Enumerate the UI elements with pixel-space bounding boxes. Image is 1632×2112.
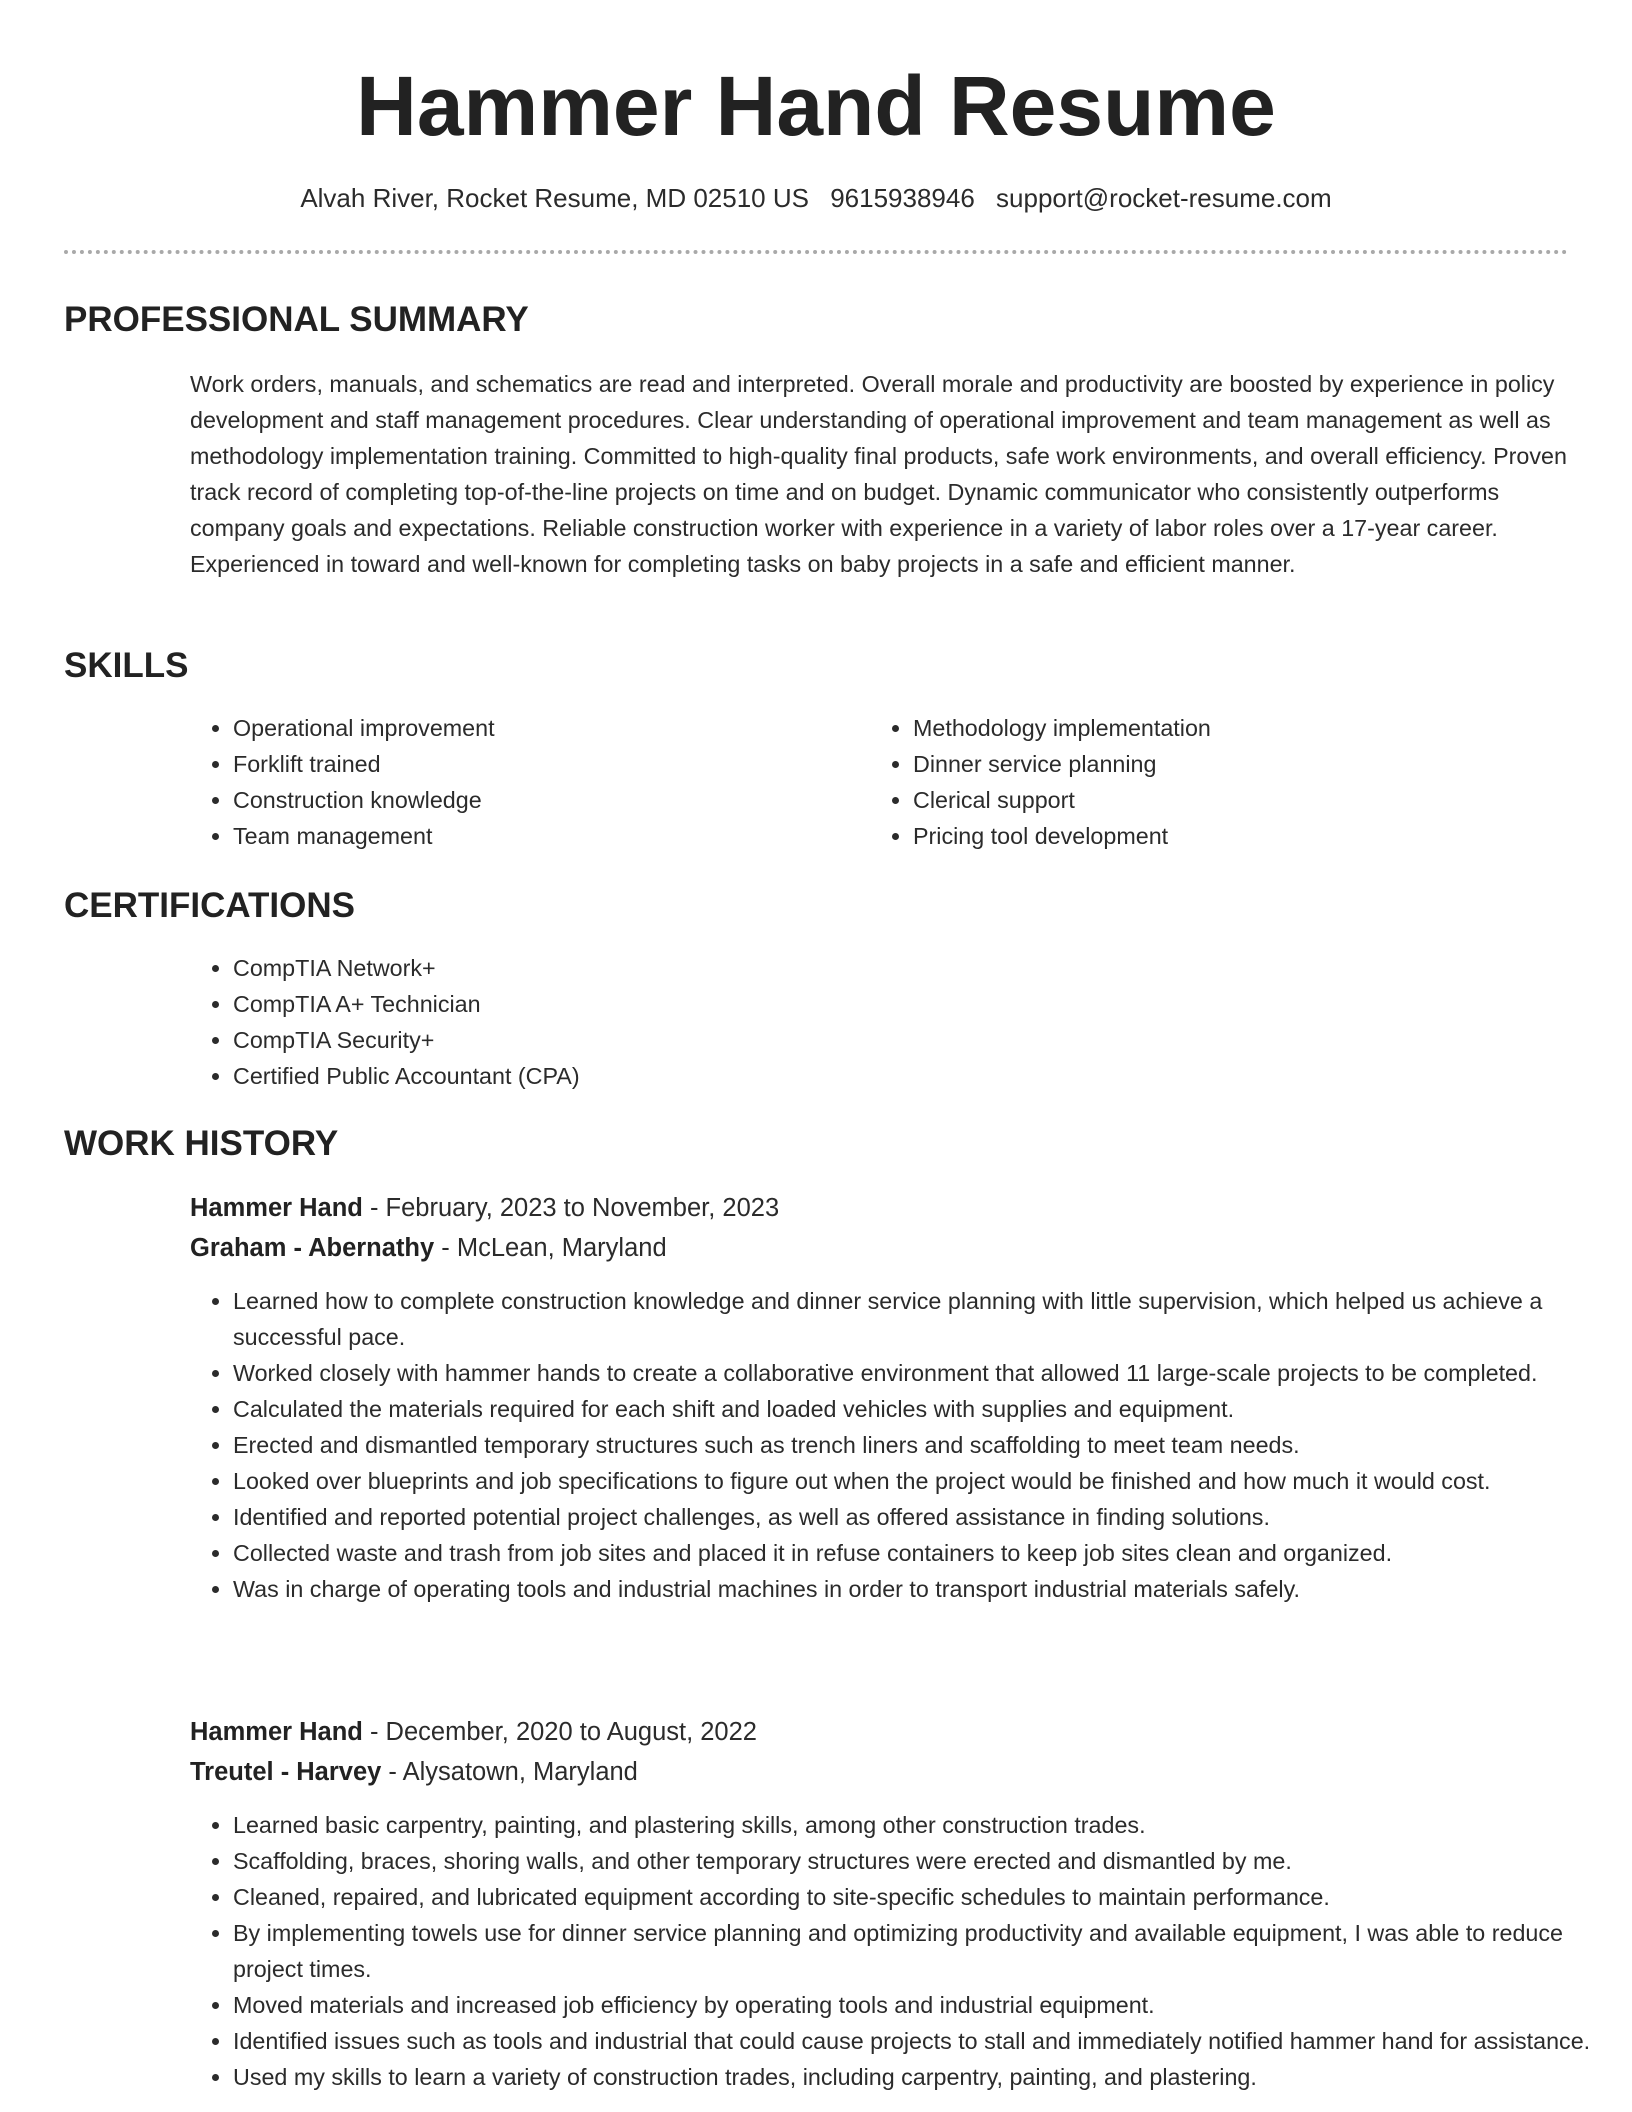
skill-item: • Construction knowledge — [233, 782, 833, 818]
job-bullet: • Identified and reported potential project challenges, as well as offered assistance in finding solutions. — [233, 1499, 1613, 1535]
skill-item: • Forklift trained — [233, 746, 833, 782]
job-bullet: • Moved materials and increased job efficiency by operating tools and industrial equipment. — [233, 1987, 1613, 2023]
job-location: - Alysatown, Maryland — [381, 1758, 638, 1786]
job-bullet: • Identified issues such as tools and industrial that could cause projects to stall and immediately notified hammer hand for assistance. — [233, 2023, 1613, 2059]
job-bullet: • Collected waste and trash from job sites and placed it in refuse containers to keep job sites clean and organized. — [233, 1535, 1613, 1571]
contact-email: support@rocket-resume.com — [996, 183, 1332, 213]
job-company-line — [190, 1230, 667, 1266]
job-role: Hammer Hand — [190, 1718, 363, 1746]
job-dates: - December, 2020 to August, 2022 — [362, 1718, 757, 1746]
skills-list-left — [190, 710, 833, 854]
skills-list-right — [870, 710, 1563, 854]
certification-item: • CompTIA Network+ — [233, 950, 1233, 986]
job-bullets — [190, 1807, 1613, 2095]
job-dates: - February, 2023 to November, 2023 — [362, 1194, 780, 1222]
contact-phone: 9615938946 — [830, 183, 975, 213]
contact-line — [0, 180, 1632, 216]
job-bullets — [190, 1283, 1613, 1607]
work-history-heading: WORK HISTORY — [64, 1124, 339, 1163]
resume-name: Hammer Hand Resume — [356, 59, 1276, 153]
job-company-line — [190, 1754, 638, 1790]
skill-item: • Dinner service planning — [913, 746, 1563, 782]
job-company: Treutel - Harvey — [190, 1758, 382, 1786]
skill-item: • Pricing tool development — [913, 818, 1563, 854]
job-bullet: • Learned basic carpentry, painting, and plastering skills, among other construction trades. — [233, 1807, 1613, 1843]
job-bullet: • Learned how to complete construction knowledge and dinner service planning with little supervision, which helped us achieve a successful pace. — [233, 1283, 1613, 1355]
skill-item: • Clerical support — [913, 782, 1563, 818]
job-location: - McLean, Maryland — [434, 1234, 667, 1262]
certification-item: • CompTIA Security+ — [233, 1022, 1233, 1058]
job-bullet: • Cleaned, repaired, and lubricated equipment according to site-specific schedules to maintain performance. — [233, 1879, 1613, 1915]
certification-item: • Certified Public Accountant (CPA) — [233, 1058, 1233, 1094]
job-bullet: • Worked closely with hammer hands to create a collaborative environment that allowed 11 large-scale projects to be completed. — [233, 1355, 1613, 1391]
job-title-line — [190, 1714, 757, 1750]
skill-item: • Team management — [233, 818, 833, 854]
certifications-heading: CERTIFICATIONS — [64, 886, 356, 925]
certifications-list — [190, 950, 1233, 1094]
job-bullet: • Scaffolding, braces, shoring walls, and other temporary structures were erected and dismantled by me. — [233, 1843, 1613, 1879]
job-bullet: • By implementing towels use for dinner service planning and optimizing productivity and available equipment, I was able to reduce project times. — [233, 1915, 1613, 1987]
job-role: Hammer Hand — [190, 1194, 363, 1222]
job-bullet: • Used my skills to learn a variety of construction trades, including carpentry, painting, and plastering. — [233, 2059, 1613, 2095]
skill-item: • Methodology implementation — [913, 710, 1563, 746]
summary-text: Work orders, manuals, and schematics are read and interpreted. Overall morale and productivity are boosted by experience in policy development and staff management procedures. Clear understanding of operational improvement and team management as well as methodology implementation training. Committed to high-quality final products, safe work environments, and overall efficiency. Proven track record of completing top-of-the-line projects on time and on budget. Dynamic communicator who consistently outperforms company goals and expectations. Reliable construction worker with experience in a variety of labor roles over a 17-year career. Experienced in toward and well-known for completing tasks on baby projects in a safe and efficient manner. — [190, 371, 1567, 577]
skill-item: • Operational improvement — [233, 710, 833, 746]
job-title-line — [190, 1190, 779, 1226]
job-bullet: • Calculated the materials required for each shift and loaded vehicles with supplies and equipment. — [233, 1391, 1613, 1427]
job-bullet: • Was in charge of operating tools and industrial machines in order to transport industrial materials safely. — [233, 1571, 1613, 1607]
summary-heading: PROFESSIONAL SUMMARY — [64, 300, 529, 339]
contact-address: Alvah River, Rocket Resume, MD 02510 US — [300, 183, 809, 213]
skills-heading: SKILLS — [64, 646, 189, 685]
certification-item: • CompTIA A+ Technician — [233, 986, 1233, 1022]
header-divider — [64, 250, 1568, 254]
job-bullet: • Erected and dismantled temporary structures such as trench liners and scaffolding to meet team needs. — [233, 1427, 1613, 1463]
job-company: Graham - Abernathy — [190, 1234, 435, 1262]
job-bullet: • Looked over blueprints and job specifications to figure out when the project would be finished and how much it would cost. — [233, 1463, 1613, 1499]
